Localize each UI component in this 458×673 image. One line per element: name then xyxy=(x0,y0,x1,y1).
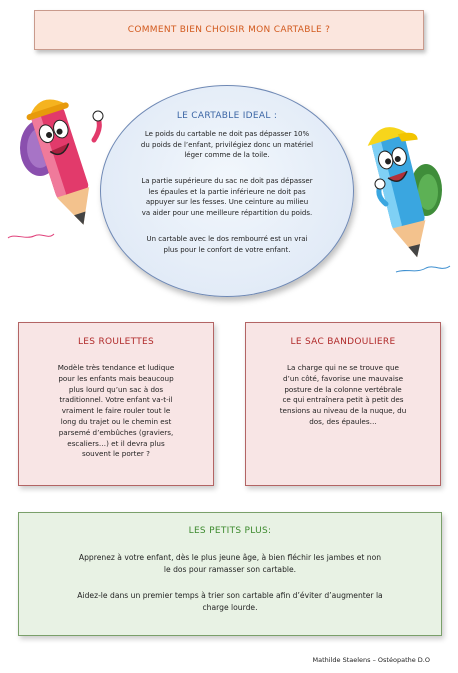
petits-plus-paragraph-bend: Apprenez à votre enfant, dès le plus jeune âge, à bien fléchir les jambes et non le dos pour ramasser son cartable. xyxy=(78,553,382,574)
pink-pencil-mascot-icon xyxy=(4,88,114,258)
bandouliere-heading: LE SAC BANDOULIERE xyxy=(290,337,396,347)
petits-plus-paragraph-sort: Aidez-le dans un premier temps à trier son cartable afin d’éviter d’augmenter la charge lourde. xyxy=(77,591,383,612)
bandouliere-text: La charge qui ne se trouve que d’un côté, favorise une mauvaise posture de la colonne vertébrale ce qui entraînera petit à petit des tensions au niveau de la nuque, du dos, des épaules… xyxy=(279,363,407,426)
ideal-heading: LE CARTABLE IDEAL : xyxy=(176,111,278,121)
ideal-paragraph-position: La partie supérieure du sac ne doit pas dépasser les épaules et la partie inférieure ne doit pas appuyer sur les fesses. Une ceinture au milieu va aider pour une meilleure répartition du poids. xyxy=(141,177,313,217)
page-title: COMMENT BIEN CHOISIR MON CARTABLE ? xyxy=(127,25,331,35)
page-title-box xyxy=(34,10,424,50)
roulettes-heading: LES ROULETTES xyxy=(77,337,155,347)
ideal-cartable-section xyxy=(100,85,354,297)
blue-pencil-mascot-icon xyxy=(366,112,456,282)
roulettes-text: Modèle très tendance et ludique pour les enfants mais beaucoup plus lourd qu’un sac à dos traditionnel. Votre enfant va-t-il vraiment le faire rouler tout le long du trajet ou le chemin est parsemé d’embûches (graviers, escaliers…) et il devra plus souvent le porter ? xyxy=(57,363,175,459)
author-credit: Mathilde Staelens – Ostéopathe D.O xyxy=(312,656,430,664)
roulettes-card xyxy=(18,322,214,486)
ideal-paragraph-padding: Un cartable avec le dos rembourré est un vrai plus pour le confort de votre enfant. xyxy=(146,235,308,254)
ideal-paragraph-weight: Le poids du cartable ne doit pas dépasser 10% du poids de l’enfant, privilégiez donc un matériel léger comme de la toile. xyxy=(140,130,314,159)
petits-plus-card xyxy=(18,512,442,636)
petits-plus-heading: LES PETITS PLUS: xyxy=(188,526,272,536)
bandouliere-card xyxy=(245,322,441,486)
